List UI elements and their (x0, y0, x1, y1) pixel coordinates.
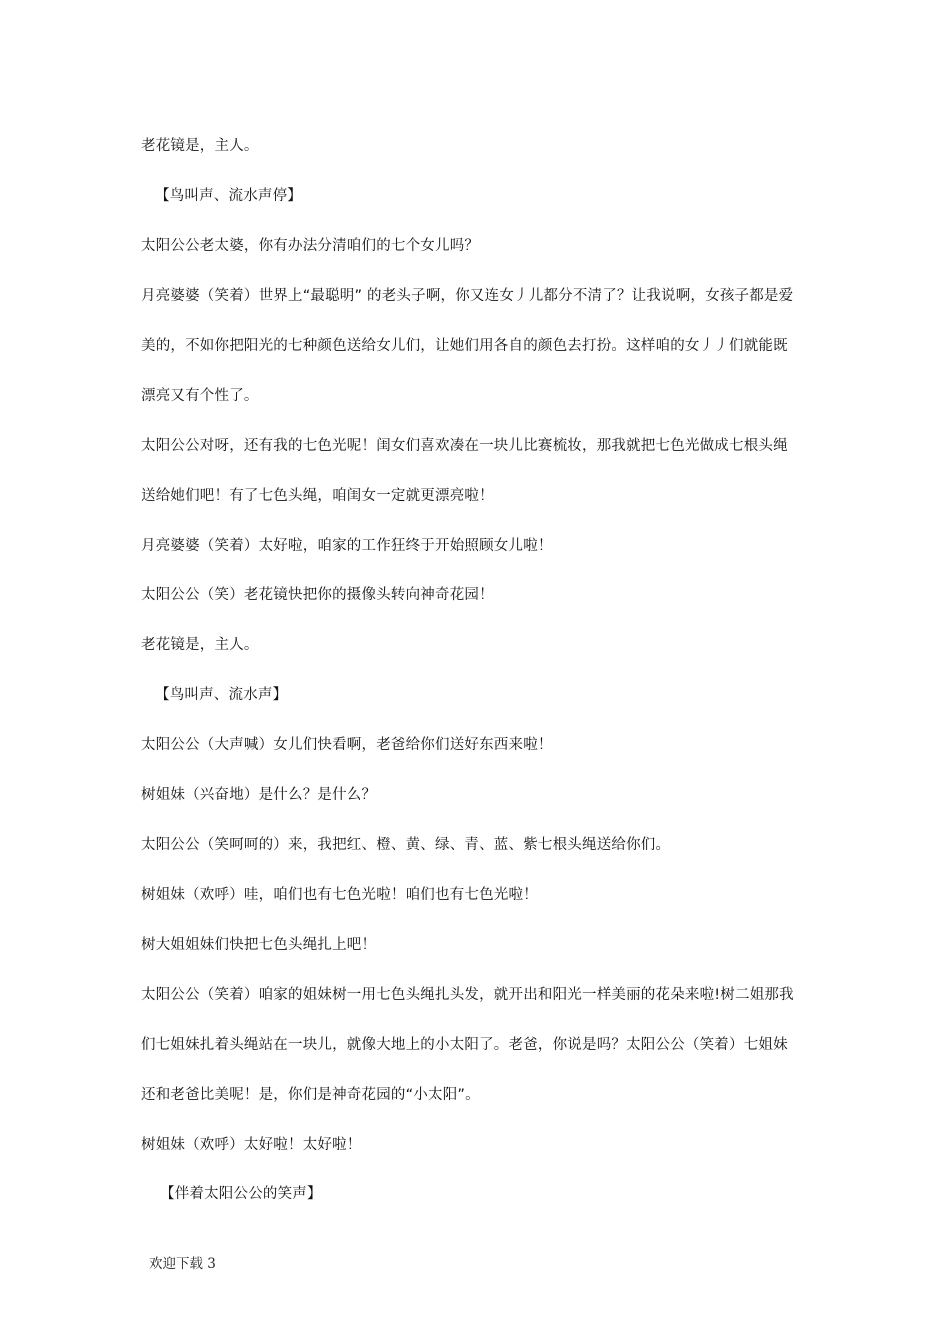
script-line: 们七姐妹扎着头绳站在一块儿，就像大地上的小太阳了。老爸，你说是吗？太阳公公（笑着）七姐妹 (141, 1037, 788, 1053)
stage-direction: 【伴着太阳公公的笑声】 (160, 1186, 322, 1202)
script-line: 老花镜是，主人。 (141, 637, 259, 653)
script-line: 月亮婆婆（笑着）世界上“最聪明” 的老头子啊，你又连女丿儿都分不清了？让我说啊，女孩子都是爱 (141, 288, 794, 304)
script-line: 漂亮又有个性了。 (141, 388, 259, 404)
script-line: 还和老爸比美呢！是，你们是神奇花园的“小太阳”。 (141, 1087, 480, 1103)
script-line: 树姐妹（兴奋地）是什么？是什么？ (141, 787, 377, 803)
script-line: 树姐妹（欢呼）哇，咱们也有七色光啦！咱们也有七色光啦！ (141, 887, 538, 903)
script-line: 太阳公公（大声喊）女儿们快看啊，老爸给你们送好东西来啦！ (141, 737, 553, 753)
script-line: 树姐妹（欢呼）太好啦！太好啦！ (141, 1137, 362, 1153)
script-line: 太阳公公（笑着）咱家的姐妹树一用七色头绳扎头发，就开出和阳光一样美丽的花朵来啦!树二姐那我 (141, 987, 794, 1003)
stage-direction: 【鸟叫声、流水声】 (155, 687, 288, 703)
script-line: 太阳公公（笑）老花镜快把你的摄像头转向神奇花园！ (141, 587, 494, 603)
script-line: 月亮婆婆（笑着）太好啦，咱家的工作狂终于开始照顾女儿啦！ (141, 538, 553, 554)
script-line: 树大姐姐妹们快把七色头绳扎上吧！ (141, 937, 377, 953)
script-line: 太阳公公老太婆，你有办法分清咱们的七个女儿吗？ (141, 238, 480, 254)
script-line: 太阳公公对呀，还有我的七色光呢！闺女们喜欢凑在一块儿比赛梳妆，那我就把七色光做成七根头绳 (141, 438, 788, 454)
page-footer: 欢迎下载 3 (149, 1256, 216, 1272)
script-line: 老花镜是，主人。 (141, 138, 259, 154)
stage-direction: 【鸟叫声、流水声停】 (155, 188, 302, 204)
script-line: 美的，不如你把阳光的七种颜色送给女儿们，让她们用各自的颜色去打扮。这样咱的女丿丿们就能既 (141, 338, 788, 354)
script-line: 太阳公公（笑呵呵的）来，我把红、橙、黄、绿、青、蓝、紫七根头绳送给你们。 (141, 837, 671, 853)
script-line: 送给她们吧！有了七色头绳，咱闺女一定就更漂亮啦！ (141, 488, 494, 504)
